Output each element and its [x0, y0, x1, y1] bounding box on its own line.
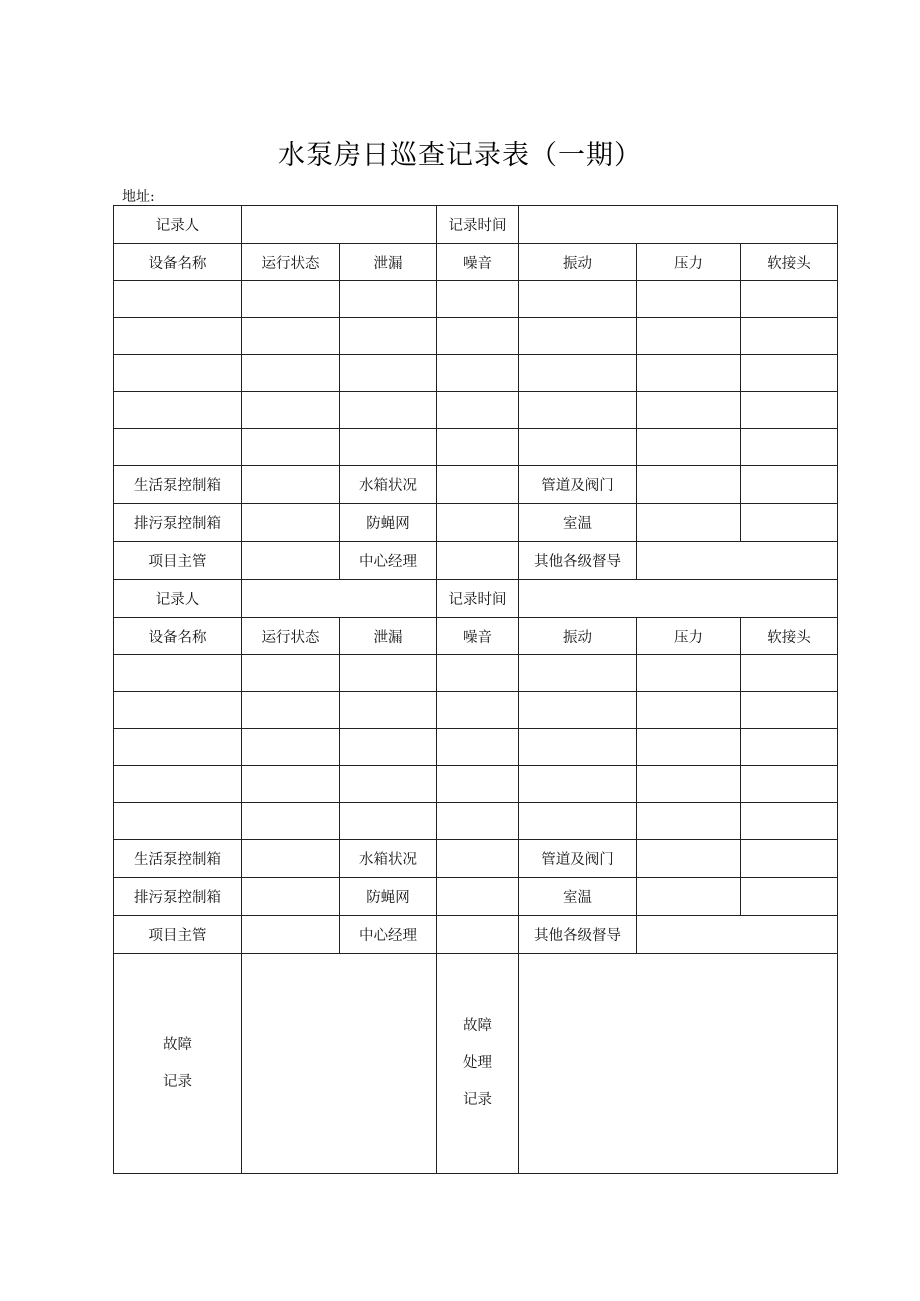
project-manager-label: 项目主管 [114, 542, 242, 580]
other-supervision-input[interactable] [637, 916, 838, 954]
other-supervision-label: 其他各级督导 [519, 542, 637, 580]
header-row [114, 618, 838, 655]
header-run-status: 运行状态 [242, 244, 340, 281]
fault-handling-line-1: 故障 [463, 1018, 492, 1034]
recorder-input[interactable] [242, 580, 437, 618]
cell[interactable] [437, 429, 519, 466]
life-pump-box-input[interactable] [242, 466, 340, 504]
other-supervision-input[interactable] [637, 542, 838, 580]
signoff-row [114, 916, 838, 954]
room-temp-label: 室温 [519, 878, 637, 916]
fault-row [114, 954, 838, 1174]
cell[interactable] [637, 655, 741, 692]
cell[interactable] [114, 655, 242, 692]
header-leak: 泄漏 [340, 244, 437, 281]
recorder-input[interactable] [242, 206, 437, 244]
room-temp-input-2[interactable] [741, 878, 838, 916]
water-tank-label: 水箱状况 [340, 840, 437, 878]
cell[interactable] [437, 766, 519, 803]
table-row [114, 429, 838, 466]
cell[interactable] [637, 318, 741, 355]
cell[interactable] [114, 355, 242, 392]
record-time-label: 记录时间 [437, 206, 519, 244]
fault-record-label [114, 954, 242, 1174]
header-device-name: 设备名称 [114, 618, 242, 655]
room-temp-label: 室温 [519, 504, 637, 542]
cell[interactable] [519, 692, 637, 729]
header-soft-joint: 软接头 [741, 244, 838, 281]
pipes-valves-input-2[interactable] [741, 840, 838, 878]
header-noise: 噪音 [437, 244, 519, 281]
table-row [114, 355, 838, 392]
cell[interactable] [637, 429, 741, 466]
cell[interactable] [340, 766, 437, 803]
fault-handling-line-3: 记录 [463, 1092, 492, 1108]
cell[interactable] [437, 803, 519, 840]
cell[interactable] [519, 655, 637, 692]
other-supervision-label: 其他各级督导 [519, 916, 637, 954]
cell[interactable] [437, 692, 519, 729]
fault-handling-label [437, 954, 519, 1174]
sewage-pump-row [114, 878, 838, 916]
fault-record-input[interactable] [242, 954, 437, 1174]
cell[interactable] [340, 429, 437, 466]
inspection-table [113, 205, 838, 1174]
project-manager-input[interactable] [242, 916, 340, 954]
cell[interactable] [437, 392, 519, 429]
cell[interactable] [114, 729, 242, 766]
fly-screen-input[interactable] [437, 504, 519, 542]
cell[interactable] [519, 281, 637, 318]
cell[interactable] [741, 729, 838, 766]
cell[interactable] [242, 729, 340, 766]
table-row [114, 803, 838, 840]
header-vibration: 振动 [519, 244, 637, 281]
cell[interactable] [340, 318, 437, 355]
sewage-pump-box-input[interactable] [242, 878, 340, 916]
cell[interactable] [741, 655, 838, 692]
cell[interactable] [242, 692, 340, 729]
pipes-valves-label: 管道及阀门 [519, 840, 637, 878]
cell[interactable] [637, 392, 741, 429]
center-manager-label: 中心经理 [340, 542, 437, 580]
cell[interactable] [741, 355, 838, 392]
header-run-status: 运行状态 [242, 618, 340, 655]
record-time-input[interactable] [519, 580, 838, 618]
room-temp-input-2[interactable] [741, 504, 838, 542]
table-row [114, 766, 838, 803]
cell[interactable] [637, 766, 741, 803]
fly-screen-input[interactable] [437, 878, 519, 916]
header-noise: 噪音 [437, 618, 519, 655]
cell[interactable] [340, 655, 437, 692]
room-temp-input[interactable] [637, 504, 741, 542]
cell[interactable] [340, 692, 437, 729]
cell[interactable] [741, 392, 838, 429]
header-soft-joint: 软接头 [741, 618, 838, 655]
pipes-valves-input[interactable] [637, 466, 741, 504]
cell[interactable] [114, 803, 242, 840]
record-time-input[interactable] [519, 206, 838, 244]
cell[interactable] [741, 281, 838, 318]
cell[interactable] [114, 392, 242, 429]
cell[interactable] [637, 281, 741, 318]
life-pump-box-label: 生活泵控制箱 [114, 466, 242, 504]
cell[interactable] [437, 355, 519, 392]
recorder-label: 记录人 [114, 580, 242, 618]
recorder-label: 记录人 [114, 206, 242, 244]
water-tank-label: 水箱状况 [340, 466, 437, 504]
cell[interactable] [437, 281, 519, 318]
header-row [114, 244, 838, 281]
cell[interactable] [741, 318, 838, 355]
pipes-valves-input[interactable] [637, 840, 741, 878]
fly-screen-label: 防蝇网 [340, 878, 437, 916]
cell[interactable] [637, 692, 741, 729]
cell[interactable] [637, 729, 741, 766]
fault-handling-line-2: 处理 [463, 1055, 492, 1071]
cell[interactable] [340, 392, 437, 429]
cell[interactable] [242, 766, 340, 803]
cell[interactable] [114, 429, 242, 466]
header-device-name: 设备名称 [114, 244, 242, 281]
cell[interactable] [519, 355, 637, 392]
recorder-row [114, 580, 838, 618]
header-vibration: 振动 [519, 618, 637, 655]
cell[interactable] [637, 355, 741, 392]
water-tank-input[interactable] [437, 840, 519, 878]
cell[interactable] [242, 281, 340, 318]
cell[interactable] [340, 281, 437, 318]
center-manager-label: 中心经理 [340, 916, 437, 954]
cell[interactable] [519, 429, 637, 466]
cell[interactable] [114, 281, 242, 318]
signoff-row [114, 542, 838, 580]
cell[interactable] [741, 429, 838, 466]
record-time-label: 记录时间 [437, 580, 519, 618]
fault-record-line-2: 记录 [163, 1073, 192, 1090]
table-row [114, 692, 838, 729]
header-pressure: 压力 [637, 618, 741, 655]
sewage-pump-box-label: 排污泵控制箱 [114, 878, 242, 916]
cell[interactable] [242, 392, 340, 429]
recorder-row [114, 206, 838, 244]
cell[interactable] [741, 692, 838, 729]
cell[interactable] [242, 803, 340, 840]
header-pressure: 压力 [637, 244, 741, 281]
cell[interactable] [637, 803, 741, 840]
project-manager-label: 项目主管 [114, 916, 242, 954]
cell[interactable] [437, 655, 519, 692]
cell[interactable] [519, 766, 637, 803]
cell[interactable] [340, 729, 437, 766]
cell[interactable] [437, 729, 519, 766]
center-manager-input[interactable] [437, 916, 519, 954]
project-manager-input[interactable] [242, 542, 340, 580]
cell[interactable] [242, 355, 340, 392]
life-pump-box-input[interactable] [242, 840, 340, 878]
page-title: 水泵房日巡查记录表（一期） [278, 140, 642, 171]
address-label: 地址: [122, 189, 155, 205]
table-row [114, 655, 838, 692]
cell[interactable] [242, 429, 340, 466]
cell[interactable] [114, 692, 242, 729]
cell[interactable] [242, 655, 340, 692]
cell[interactable] [741, 803, 838, 840]
pipes-valves-label: 管道及阀门 [519, 466, 637, 504]
table-row [114, 392, 838, 429]
life-pump-box-label: 生活泵控制箱 [114, 840, 242, 878]
fault-record-line-1: 故障 [163, 1036, 192, 1053]
cell[interactable] [519, 803, 637, 840]
pipes-valves-input-2[interactable] [741, 466, 838, 504]
cell[interactable] [519, 392, 637, 429]
cell[interactable] [114, 766, 242, 803]
water-tank-input[interactable] [437, 466, 519, 504]
cell[interactable] [519, 318, 637, 355]
room-temp-input[interactable] [637, 878, 741, 916]
cell[interactable] [519, 729, 637, 766]
life-pump-row [114, 466, 838, 504]
life-pump-row [114, 840, 838, 878]
cell[interactable] [741, 766, 838, 803]
cell[interactable] [437, 318, 519, 355]
sewage-pump-box-label: 排污泵控制箱 [114, 504, 242, 542]
sewage-pump-box-input[interactable] [242, 504, 340, 542]
cell[interactable] [340, 355, 437, 392]
fault-handling-input[interactable] [519, 954, 838, 1174]
table-row [114, 729, 838, 766]
sewage-pump-row [114, 504, 838, 542]
cell[interactable] [242, 318, 340, 355]
cell[interactable] [340, 803, 437, 840]
table-row [114, 318, 838, 355]
center-manager-input[interactable] [437, 542, 519, 580]
header-leak: 泄漏 [340, 618, 437, 655]
table-row [114, 281, 838, 318]
fly-screen-label: 防蝇网 [340, 504, 437, 542]
cell[interactable] [114, 318, 242, 355]
